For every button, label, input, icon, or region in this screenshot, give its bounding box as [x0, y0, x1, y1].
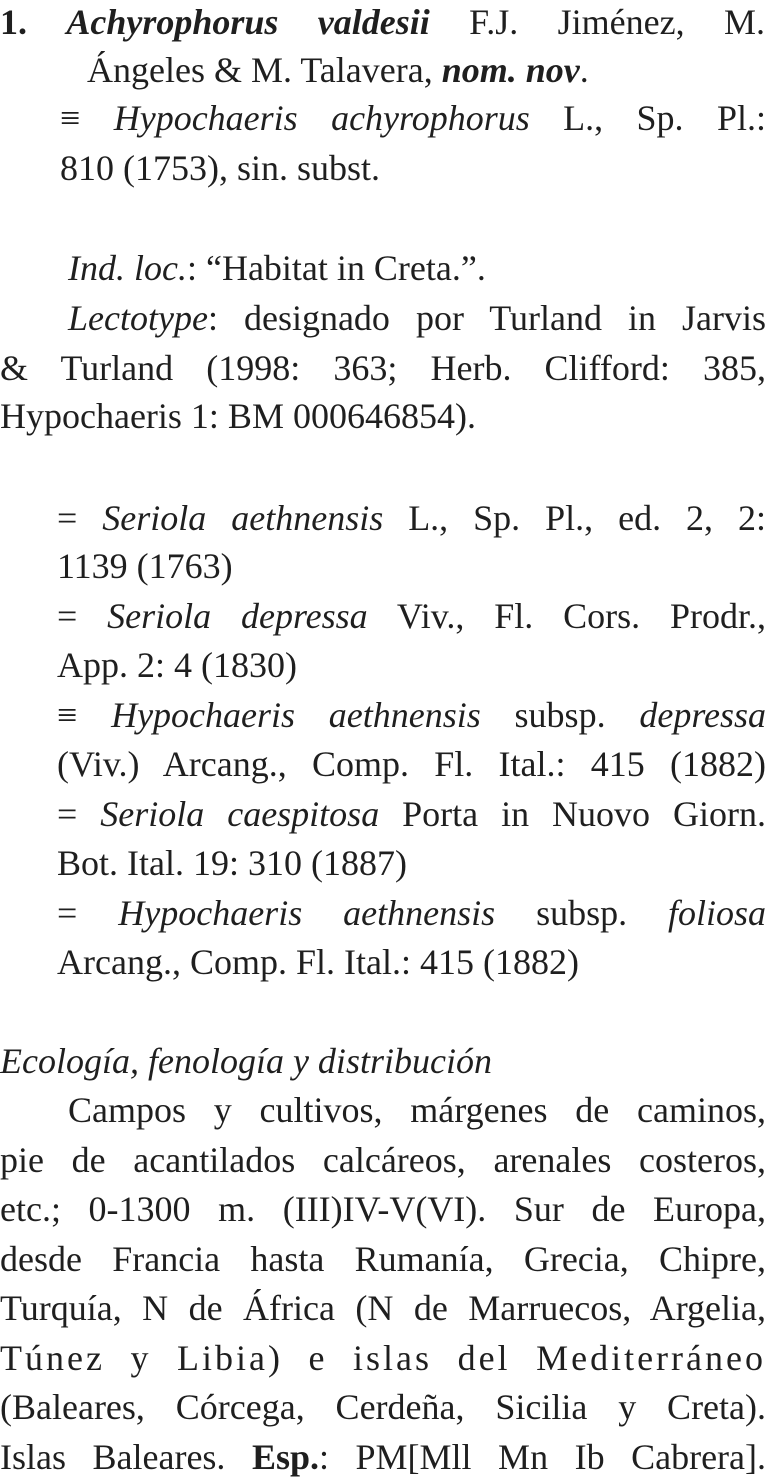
lectotype-text-1: : designado por Turland in Jarvis	[207, 298, 766, 338]
synonym-3-name: Hypochaeris aethnensis	[111, 695, 481, 735]
ecology-line-6: Túnez y Libia) e islas del Mediterráneo	[0, 1338, 766, 1378]
indloc-text: : “Habitat in Creta.”.	[186, 248, 486, 288]
synonym-3-epithet: depressa	[639, 695, 766, 735]
synonym-4-line-1	[57, 796, 766, 832]
synonym-3-rank: subsp.	[514, 695, 606, 735]
synonym-2-symbol: =	[57, 596, 78, 636]
synonym-5-name: Hypochaeris aethnensis	[118, 893, 496, 933]
indloc-line	[68, 250, 486, 286]
synonym-2-citation: Viv., Fl. Cors. Prodr.,	[396, 596, 766, 636]
ecology-line-1: Campos y cultivos, márgenes de caminos,	[68, 1090, 766, 1130]
synonym-1-symbol: =	[57, 498, 78, 538]
lectotype-line-3: Hypochaeris 1: BM 000646854).	[0, 396, 476, 436]
indloc-label: Ind. loc.	[68, 248, 187, 288]
synonym-2-line-2: App. 2: 4 (1830)	[57, 645, 297, 685]
synonym-5-line-1	[57, 895, 766, 931]
synonym-4-name: Seriola caespitosa	[100, 794, 380, 834]
synonym-2-name: Seriola depressa	[107, 596, 368, 636]
synonym-4-citation: Porta in Nuovo Giorn.	[402, 794, 766, 834]
ecology-esp-distribution: : PM[Mll Mn Ib Cabrera].	[319, 1437, 766, 1477]
ecology-heading: Ecología, fenología y distribución	[0, 1041, 492, 1081]
ecology-line-5: Turquía, N de África (N de Marruecos, Argelia,	[0, 1288, 766, 1328]
synonym-3-line-1	[57, 697, 766, 733]
ecology-esp-label: Esp.	[251, 1437, 319, 1477]
entry-authors-2: Ángeles & M. Talavera,	[87, 50, 433, 90]
synonym-5-rank: subsp.	[536, 893, 628, 933]
synonym-2-line-1	[57, 598, 766, 634]
synonym-1-citation: L., Sp. Pl., ed. 2, 2:	[408, 498, 767, 538]
ecology-region: Islas Baleares.	[0, 1437, 226, 1477]
synonym-4-line-2: Bot. Ital. 19: 310 (1887)	[57, 843, 407, 883]
entry-heading-line-2	[87, 52, 589, 88]
synonym-1-line-1	[57, 500, 766, 536]
ecology-line-8	[0, 1439, 766, 1475]
synonym-5-epithet: foliosa	[668, 893, 767, 933]
entry-number: 1.	[0, 2, 27, 42]
ecology-line-3: etc.; 0-1300 m. (III)IV-V(VI). Sur de Europa,	[0, 1189, 766, 1229]
synonym-4-symbol: =	[57, 794, 78, 834]
synonym-5-symbol: =	[57, 893, 78, 933]
entry-status: nom. nov	[441, 50, 580, 90]
entry-heading-line-1	[0, 4, 765, 40]
basionym-citation: L., Sp. Pl.:	[563, 98, 766, 138]
basionym-symbol: ≡	[60, 98, 81, 138]
synonym-1-name: Seriola aethnensis	[102, 498, 384, 538]
basionym-line-1	[60, 100, 766, 136]
basionym-name: Hypochaeris achyrophorus	[113, 98, 530, 138]
lectotype-line-2: & Turland (1998: 363; Herb. Clifford: 385,	[0, 348, 766, 388]
synonym-5-line-2: Arcang., Comp. Fl. Ital.: 415 (1882)	[57, 942, 579, 982]
synonym-3-line-2: (Viv.) Arcang., Comp. Fl. Ital.: 415 (1882)	[57, 744, 766, 784]
lectotype-line-1	[68, 300, 766, 336]
ecology-line-2: pie de acantilados calcáreos, arenales costeros,	[0, 1140, 766, 1180]
synonym-1-line-2: 1139 (1763)	[57, 546, 233, 586]
entry-name: Achyrophorus valdesii	[66, 2, 430, 42]
synonym-3-symbol: ≡	[57, 695, 78, 735]
ecology-line-4: desde Francia hasta Rumanía, Grecia, Chipre,	[0, 1239, 766, 1279]
basionym-line-2: 810 (1753), sin. subst.	[60, 148, 381, 188]
entry-authors-1: F.J. Jiménez, M.	[469, 2, 766, 42]
ecology-line-7: (Baleares, Córcega, Cerdeña, Sicilia y Creta).	[0, 1387, 766, 1427]
entry-status-end: .	[579, 50, 589, 90]
lectotype-label: Lectotype	[68, 298, 208, 338]
